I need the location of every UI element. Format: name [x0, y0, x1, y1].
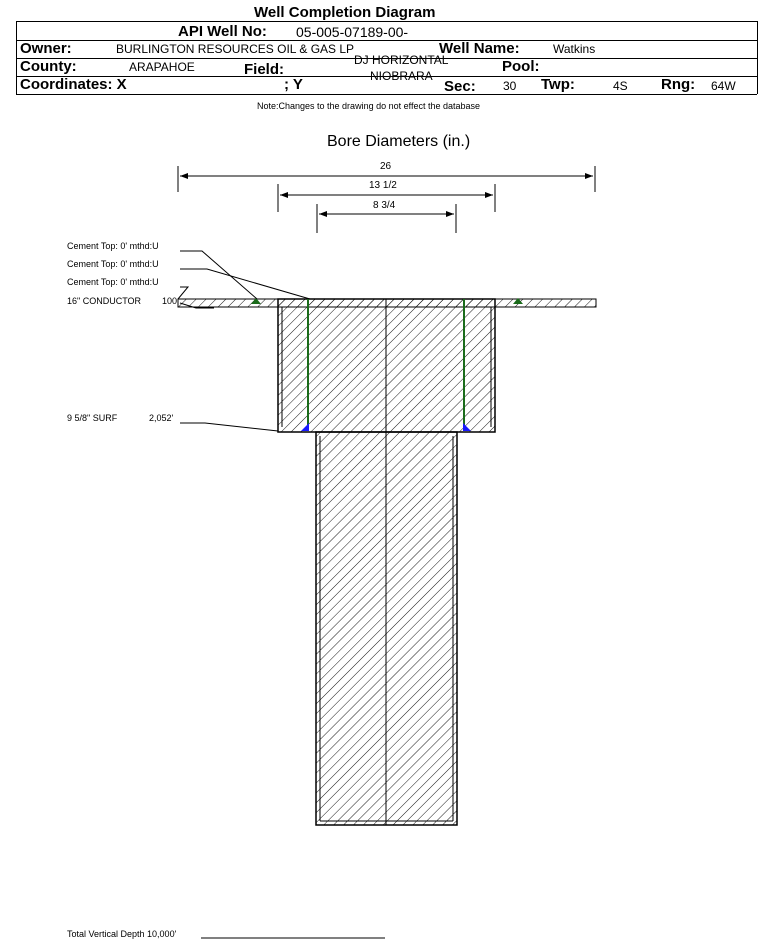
cement-top-label-3: Cement Top: 0' mthd:U: [67, 277, 159, 287]
bore-diameters-title: Bore Diameters (in.): [327, 133, 471, 150]
twp-value: 4S: [613, 79, 628, 93]
api-well-no-value: 05-005-07189-00-: [296, 24, 409, 40]
well-name-label: Well Name:: [439, 40, 520, 57]
owner-label: Owner:: [20, 40, 72, 57]
pool-label: Pool:: [502, 58, 540, 75]
conductor-depth: 100: [162, 296, 178, 306]
surface-casing-label: 9 5/8" SURF: [67, 413, 118, 423]
api-well-no-label: API Well No:: [178, 23, 267, 40]
cement-leader-1: [180, 251, 257, 299]
cement-top-label-1: Cement Top: 0' mthd:U: [67, 241, 159, 251]
page-title: Well Completion Diagram: [254, 4, 436, 21]
well-name-value: Watkins: [553, 42, 596, 56]
cement-top-label-2: Cement Top: 0' mthd:U: [67, 259, 159, 269]
bore-diameter-13-half: 13 1/2: [369, 180, 397, 191]
owner-value: BURLINGTON RESOURCES OIL & GAS LP: [116, 42, 355, 56]
cement-leader-2: [180, 269, 310, 299]
conductor-label: 16" CONDUCTOR: [67, 296, 142, 306]
twp-label: Twp:: [541, 76, 575, 93]
surface-casing-depth: 2,052': [149, 413, 174, 423]
coordinates-y-label: ; Y: [284, 76, 303, 93]
county-value: ARAPAHOE: [129, 60, 195, 74]
bore-diameter-26: 26: [380, 161, 392, 172]
surface-casing-leader: [180, 423, 278, 431]
bore-diameter-8-3-4: 8 3/4: [373, 200, 396, 211]
rng-label: Rng:: [661, 76, 696, 93]
field-value-line1: DJ HORIZONTAL: [354, 53, 449, 67]
rng-value: 64W: [711, 79, 736, 93]
total-vertical-depth-label: Total Vertical Depth 10,000': [67, 929, 177, 939]
sec-value: 30: [503, 79, 517, 93]
sec-label: Sec:: [444, 78, 476, 95]
cement-leader-3: [178, 287, 188, 299]
coordinates-label: Coordinates: X: [20, 76, 127, 93]
field-value-line2: NIOBRARA: [370, 69, 433, 83]
county-label: County:: [20, 58, 77, 75]
database-note: Note:Changes to the drawing do not effect the database: [257, 101, 480, 111]
field-label: Field:: [244, 61, 284, 78]
